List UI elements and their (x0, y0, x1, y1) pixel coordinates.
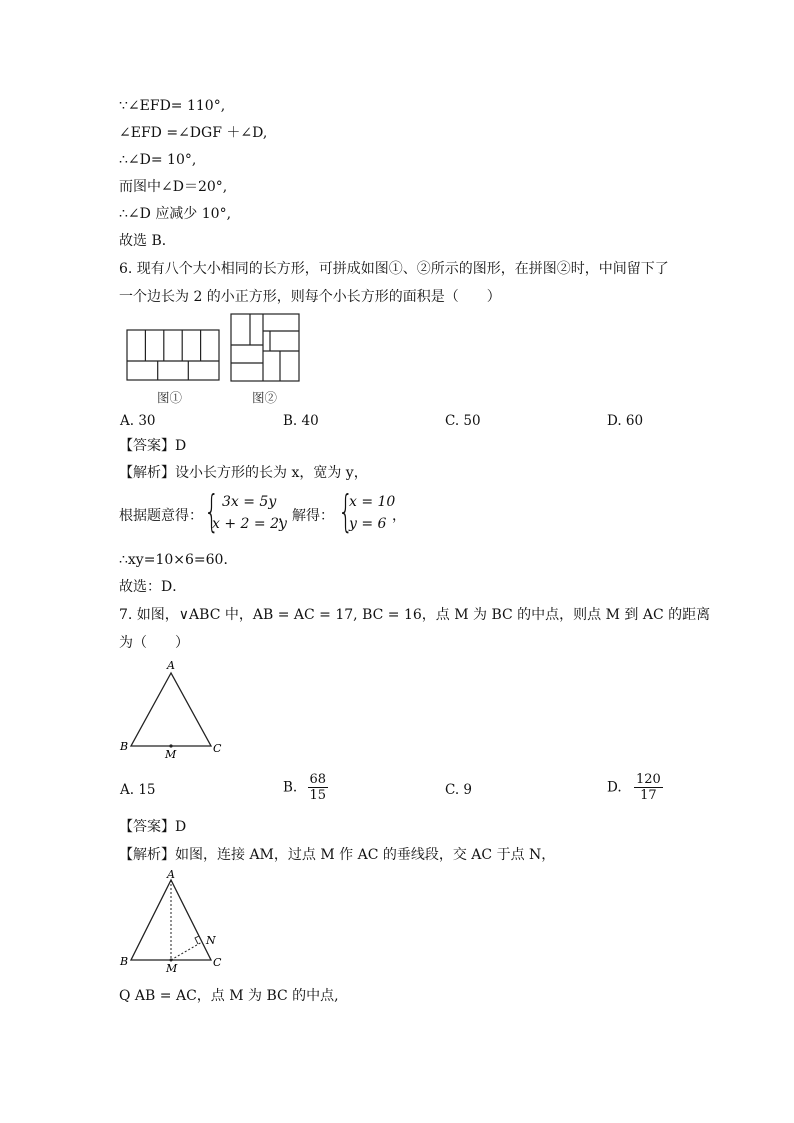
q6-text-line-2: 一个边长为 2 的小正方形，则每个小长方形的面积是（ ） (119, 289, 501, 305)
q7-option-b-denominator: 15 (309, 788, 327, 803)
q6-system-1-eq2: x + 2 = 2y (212, 516, 287, 532)
q6-system-prefix: 根据题意得： (119, 508, 203, 524)
q6-system-2-eq1: x = 10 (349, 494, 396, 510)
q7-option-d-denominator: 17 (640, 788, 657, 803)
q7-option-a[interactable]: A. 15 (120, 782, 156, 798)
q7-sol-label-a: A (167, 868, 175, 881)
q7-option-b[interactable] (283, 772, 328, 803)
q6-analysis: 【解析】设小长方形的长为 x，宽为 y， (119, 465, 368, 481)
q6-system-end: ， (392, 508, 406, 524)
q6-option-a[interactable]: A. 30 (120, 413, 156, 429)
q7-option-d-numerator: 120 (635, 772, 661, 787)
solution-line-1: ∵∠EFD= 110°, (119, 98, 226, 114)
q7-label-c: C (213, 742, 222, 755)
q7-last-line: Q AB = AC，点 M 为 BC 的中点, (119, 988, 339, 1004)
q7-option-d-fraction (634, 772, 663, 803)
q7-sol-label-n: N (206, 934, 216, 947)
q7-sol-label-b: B (120, 955, 129, 968)
q6-answer: 【答案】D (119, 438, 187, 454)
q6-system-1-eq1: 3x = 5y (222, 494, 277, 510)
q7-answer: 【答案】D (119, 819, 187, 835)
q7-triangle-figure (118, 658, 228, 761)
q7-text-line-1: 7. 如图，∨ABC 中，AB = AC = 17, BC = 16，点 M 为 BC 的中点，则点 M 到 AC 的距离 (119, 607, 711, 623)
solution-line-2: ∠EFD =∠DGF ＋∠D, (119, 125, 268, 141)
solution-line-6: 故选 B． (119, 233, 176, 249)
q6-figure-1 (126, 329, 222, 381)
q6-figure-2 (230, 313, 302, 383)
q6-system-2-brace: { (338, 486, 354, 537)
q7-label-a: A (167, 659, 175, 672)
q7-option-b-prefix: B. (283, 779, 298, 796)
q7-sol-label-m: M (166, 962, 178, 975)
q7-analysis: 【解析】如图，连接 AM，过点 M 作 AC 的垂线段，交 AC 于点 N， (119, 847, 556, 863)
q6-text-line-1: 6. 现有八个大小相同的长方形，可拼成如图①、②所示的图形，在拼图②时，中间留下了 (119, 261, 669, 277)
q6-system-2-eq2: y = 6 (349, 516, 387, 532)
q7-option-b-fraction (308, 772, 329, 803)
q6-figure-2-caption: 图② (252, 390, 278, 405)
q6-result: ∴xy=10×6=60． (119, 552, 238, 568)
q7-option-b-numerator: 68 (309, 772, 327, 787)
q7-label-b: B (120, 740, 129, 753)
solution-line-5: ∴∠D 应减少 10°, (119, 206, 232, 222)
q7-label-m: M (165, 748, 177, 761)
q7-solution-figure (118, 870, 238, 975)
q6-option-c[interactable]: C. 50 (445, 413, 481, 429)
solution-line-4: 而图中∠D＝20°, (119, 179, 228, 195)
q7-text-line-2: 为（ ） (119, 635, 189, 651)
q6-option-d[interactable]: D. 60 (607, 413, 644, 429)
q6-system-mid: ，解得： (278, 508, 334, 524)
q7-option-c[interactable]: C. 9 (445, 782, 473, 798)
q6-choose: 故选：D． (119, 579, 187, 595)
q6-figure-1-caption: 图① (157, 390, 183, 405)
q6-option-b[interactable]: B. 40 (283, 413, 319, 429)
solution-line-3: ∴∠D= 10°, (119, 152, 197, 168)
q7-sol-label-c: C (213, 956, 222, 969)
q7-option-d-prefix: D. (607, 779, 622, 796)
q6-system-1-brace: { (204, 486, 220, 537)
q7-option-d[interactable] (607, 772, 663, 803)
